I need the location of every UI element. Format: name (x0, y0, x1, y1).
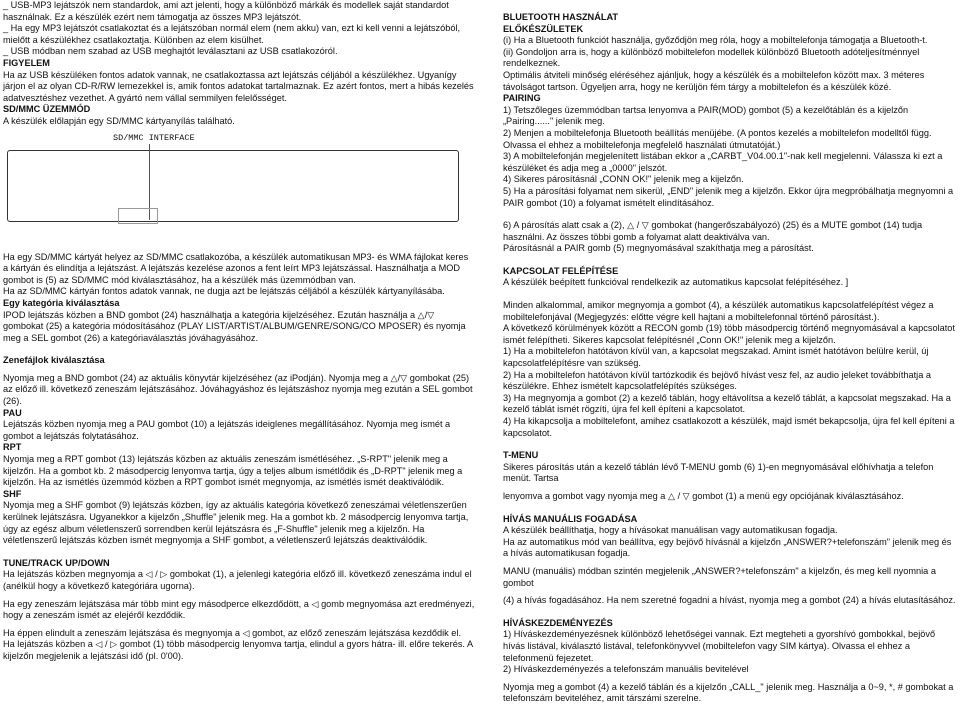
tune-text-2: Ha egy zeneszám lejátszása már több mint egy másodperce elkezdődött, a ◁ gomb megnyomása azt eredményezi, hogy a zeneszám ismét az elejéről kezdődik. (3, 598, 475, 621)
pairing-step-1: 1) Tetszőleges üzemmódban tartsa lenyomva a PAIR(MOD) gombot (5) a kezelőtáblán és a kijelzőn „Pairing......" jelenik meg. (503, 104, 909, 127)
kapcsolat-heading: KAPCSOLAT FELÉPÍTÉSE (503, 265, 619, 276)
kapcsolat-text-4: 2) Ha a mobiltelefon hatótávon kívül tartózkodik és bejövő hívást vesz fel, az audio jeleket továbbíthatja a készülékre. Ehhez ismételt kapcsolatfelépítés szükséges. (503, 369, 931, 392)
tune-text-1: Ha lejátszás közben megnyomja a ◁ / ▷ gombokat (1), a jelenlegi kategória előző ill. következő zeneszáma indul el (anélkül hogy a következő kategóriára ugorna). (3, 569, 472, 591)
left-column (3, 0, 475, 663)
hivaskezd-text-2: 2) Híváskezdeményezés a telefonszám manuális bevitelével (503, 664, 749, 675)
tmenu-heading: T-MENU (503, 450, 539, 461)
shf-heading: SHF (3, 488, 22, 499)
elo-text-1: (i) Ha a Bluetooth funkciót használja, győződjön meg róla, hogy a mobiltelefonja támogatja a Bluetooth-t. (503, 35, 928, 46)
kapcsolat-intro: A készülék beépített funkcióval rendelkezik az automatikus kapcsolat felépítéséhez. ] (503, 277, 849, 288)
pairing-step-5: 5) Ha a párosítási folyamat nem sikerül, „END" jelenik meg a kijelzőn. Ekkor újra megpróbálhatja megnyomni a PAIR gombot (10) a folyamat ismételt elindításához. (503, 185, 954, 208)
kapcsolat-text-2: A következő körülmények között a RECON gomb (19) több másodpercig történő megnyomásával a kapcsolatot ismét felépítheti. Sikeres kapcsolat felépítésnél „Conn OK!" jelenik meg a kijelzőn. (503, 323, 955, 345)
pairing-abort: Párosításnál a PAIR gomb (5) megnyomásával szakíthatja meg a párosítást. (503, 243, 814, 254)
right-column (503, 0, 957, 705)
hivas-text-1: A készülék beállíthatja, hogy a hívásokat manuálisan vagy automatikusan fogadja. (503, 525, 838, 536)
hivaskezdemenyezes-heading: HÍVÁSKEZDEMÉNYEZÉS (503, 617, 613, 628)
pairing-step-6: 6) A párosítás alatt csak a (2), △ / ▽ gombokat (hangerőszabályozó) (25) és a MUTE gombot (14) tudja használni. Az összes többi gomb a folyamat alatt deaktiválva van. (503, 220, 923, 242)
pau-text: Lejátszás közben nyomja meg a PAU gombot (10) a lejátszás ideiglenes megállításához. Nyomja meg ismét a gombot a lejátszás folytatásához. (3, 419, 451, 441)
hivas-text-2: Ha az automatikus mód van beállítva, egy bejövő hívásnál a kijelzőn „ANSWER?+telefonszám" jelenik meg és a hívás automatikusan fogadja. (503, 536, 952, 559)
figyelem-text: Ha az USB készüléken fontos adatok vannak, ne csatlakoztassa azt lejátszás céljából a készülékhez. Ugyanígy járjon el az olyan CD-R/RW lemezekkel is, amik fontos adatokat tartalmaznak. Ez azért fontos, mert a hibás kezelés adatvesztéshez vezethet. A gyártó nem vállal semmilyen felelősséget. (3, 69, 474, 103)
tmenu-text-1: Sikeres párosítás után a kezelő táblán lévő T-MENU gomb (6) 1)-en megnyomásával előhívhatja a telefon menüt. Tartsa (503, 461, 934, 484)
hivaskezd-text-1: 1) Híváskezdeményezésnek különböző lehetőségei vannak. Ezt megteheti a gyorshívó gombokkal, bejövő hívás listával, kiválasztó listával, telefonkönyvvel (mobiltelefon vagy SIM kártya). Olvassa el ehhez a telefonmenü fejezetet. (503, 629, 936, 663)
tune-heading: TUNE/TRACK UP/DOWN (3, 557, 110, 568)
sd-text-1: Ha egy SD/MMC kártyát helyez az SD/MMC csatlakozóba, a készülék automatikusan MP3- és WMA fájlokat keres a kártyán és elindítja a lejátszást. A lejátszás kezelése azonos a fent leírt MP3 lejátszással. Használhatja a MOD gombot is (5) az SD/MMC mód kiválasztásához, ha a készülék más üzemmódban van. (3, 251, 469, 285)
elo-text-3: Optimális átviteli minőség eléréséhez ajánljuk, hogy a készülék és a mobiltelefon között max. 3 méteres távolságot tartson. Ügyeljen arra, hogy ne kerüljön fém tárgy a mobiltelefon és a készülék közé. (503, 69, 925, 92)
bluetooth-heading: BLUETOOTH HASZNÁLAT (503, 12, 619, 22)
tune-text-3: Ha éppen elindult a zeneszám lejátszása és megnyomja a ◁ gombot, az előző zeneszám lejátszása kezdődik el. (3, 627, 462, 638)
elo-text-2: (ii) Gondoljon arra is, hogy a különböző mobiltelefon modellek különböző Bluetooth adóteljesítménnyel rendelkeznek. (503, 46, 920, 69)
tune-text-4: Ha lejátszás közben a ◁ / ▷ gombot (1) több másodpercig lenyomva tartja, elindul a gyors hátra- ill. előre tekerés. A kijelzőn megjelenik a lejátszási idő (pl. 0'00). (3, 639, 473, 661)
front-panel-outline (7, 150, 459, 222)
intro-para-3: _ USB módban nem szabad az USB meghajtót leválasztani az USB csatlakozóról. (3, 46, 338, 57)
pairing-step-4: 4) Sikeres párosításnál „CONN OK!" jelenik meg a kijelzőn. (503, 174, 744, 185)
kategoria-text: IPOD lejátszás közben a BND gombot (24) használhatja a kategória kijelzéséhez. Ezután használja a △/▽ gombokat (25) a kategória módosításához (PLAY LIST/ARTIST/ALBUM/GENRE/SONG/CO MPOSER) és nyomja meg a SEL gombot (26) a kategóriaválasztás jóváhagyásához. (3, 309, 466, 343)
kapcsolat-text-3: 1) Ha a mobiltelefon hatótávon kívül van, a kapcsolat megszakad. Amint ismét hatótávon belülre kerül, új kapcsolatfelépítésre van szükség. (503, 346, 929, 369)
rpt-heading: RPT (3, 442, 22, 453)
card-slot-outline (118, 208, 158, 224)
elokeszuletek-heading: ELŐKÉSZÜLETEK (503, 23, 584, 34)
sd-text-2: Ha az SD/MMC kártyán fontos adatok vannak, ne dugja azt be lejátszás céljából a készülék kártyanyílásába. (3, 286, 445, 297)
pau-heading: PAU (3, 407, 22, 418)
hivas-text-3: MANU (manuális) módban szintén megjelenik „ANSWER?+telefonszám" a kijelzőn, és meg kell nyomnia a gombot (503, 565, 936, 588)
pairing-step-2: 2) Menjen a mobiltelefonja Bluetooth beállítás menüjébe. (A pontos kezelés a mobiltelefon modelltől függ. Olvassa el ehhez a mobiltelefonja megfelelő használati útmutatóját.) (503, 127, 932, 150)
sd-interface-diagram (3, 130, 463, 248)
sdmmc-heading: SD/MMC ÜZEMMÓD (3, 104, 91, 115)
pairing-heading: PAIRING (503, 93, 541, 104)
hivas-text-4: (4) a hívás fogadásához. Ha nem szeretné fogadni a hívást, nyomja meg a gombot (24) a hívás elutasításához. (503, 595, 956, 606)
tmenu-text-2: lenyomva a gombot vagy nyomja meg a △ / ▽ gombot (1) a menü egy opciójának kiválasztásához. (503, 490, 904, 501)
diagram-label: SD/MMC INTERFACE (113, 132, 195, 143)
pairing-step-3: 3) A mobiltelefonján megjelenített listában ekkor a „CARBT_V04.00.1"-nak kell megjelenni. Válassza ki ezt a készüléket és adja meg a „0000" jelszót. (503, 151, 943, 173)
shf-text: Nyomja meg a SHF gombot (9) lejátszás közben, így az aktuális kategória következő zeneszámai véletlenszerűen kerülnek lejátszásra. Ugyanekkor a kijelzőn „Shuffle" jelenik meg. Ha a gombot kb. 2 másodpercig lenyomva tartja, úgy az egész album véletlenszerű sorrendben kerül lejátszásra és „F-Shuffle" jelenik meg a kijelzőn. Ha véletlenszerű lejátszás közben ismét megnyomja a SHF gombot, a véletlenszerű lejátszás deaktiválódik. (3, 500, 469, 546)
kapcsolat-text-5: 3) Ha megnyomja a gombot (2) a kezelő táblán, hogy eltávolítsa a kezelő táblát, a kapcsolat megszakad. Ha a kezelő táblát ismét rögzíti, újra fel kell építeni a kapcsolatot. (503, 392, 951, 415)
hivas-heading: HÍVÁS MANUÁLIS FOGADÁSA (503, 513, 638, 524)
intro-para-1: _ USB-MP3 lejátszók nem standardok, ami azt jelenti, hogy a különböző márkák és modellek saját standardot használnak. Ez a készülék ezért nem támogatja az összes MP3 lejátszót. (3, 0, 449, 22)
hivaskezd-text-3: Nyomja meg a gombot (4) a kezelő táblán és a kijelzőn „CALL_" jelenik meg. Használja a 0~9, *, # gombokat a telefonszám beviteléhez, amit társzámi szerelne. (503, 681, 954, 704)
zenefajlok-heading: Zenefájlok kiválasztása (3, 355, 105, 366)
rpt-text: Nyomja meg a RPT gombot (13) lejátszás közben az aktuális zeneszám ismétléséhez. „S-RPT" jelenik meg a kijelzőn. Ha a gombot kb. 2 másodpercig lenyomva tartja, úgy a teljes album ismétlődik és „D-RPT" jelenik meg a kijelzőn. Ha az ismétlés üzemmód közben a RPT gombot ismét megnyomja, az ismétlés ismét deaktiválódik. (3, 454, 463, 488)
kapcsolat-text-1: Minden alkalommal, amikor megnyomja a gombot (4), a készülék automatikus kapcsolatfelépítést végez a mobiltelefonjával (Megjegyzés: előtte végre kell hajtani a mobiltelefonnal történő párosítást.). (503, 300, 934, 322)
kategoria-heading: Egy kategória kiválasztása (3, 297, 120, 308)
intro-para-2: _ Ha egy MP3 lejátszót csatlakoztat és a lejátszóban normál elem (nem akku) van, ezt ki kell venni a lejátszóból, mielőtt a készülékhez csatlakoztatja. Különben az elem kisülhet. (3, 23, 461, 45)
zenefajlok-text: Nyomja meg a BND gombot (24) az aktuális könyvtár kijelzéséhez (az iPodján). Nyomja meg a △/▽ gombokat (25) az előző ill. következő zeneszám lejátszásához. Jóváhagyáshoz és lejátszáshoz nyomja meg ezután a SEL gombot (26). (3, 372, 473, 407)
figyelem-heading: FIGYELEM (3, 57, 50, 68)
kapcsolat-text-6: 4) Ha kikapcsolja a mobiltelefont, amihez csatlakozott a készülék, majd ismét bekapcsolja, újra fel kell építeni a kapcsolatot. (503, 416, 955, 438)
sdmmc-location: A készülék előlapján egy SD/MMC kártyanyílás található. (3, 115, 235, 126)
